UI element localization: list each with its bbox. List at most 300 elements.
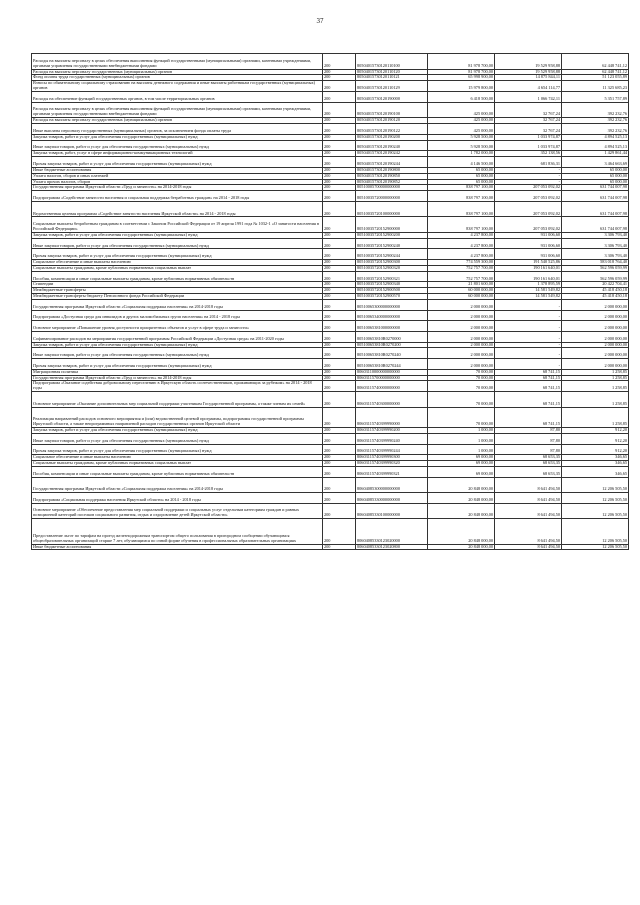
row-budget-code: 80504015730120190800 — [356, 167, 428, 173]
row-amount-3: 1 258,85 — [562, 369, 629, 375]
row-amount-1: 60 000 000,00 — [428, 294, 495, 300]
table-row — [32, 238, 629, 249]
row-amount-3: 12 206 505,50 — [562, 544, 629, 550]
row-amount-2: 207 053 092,02 — [495, 201, 562, 217]
table-row — [32, 294, 629, 300]
row-description: Ведомственная целевая программа «Содействие занятости населения Иркутской области» на 2014 - 2018 годы — [32, 201, 323, 217]
row-amount-2: 190 161 640,01 — [495, 265, 562, 271]
table-row — [32, 331, 629, 342]
row-code-3: 200 — [323, 201, 356, 217]
row-amount-2: - — [495, 167, 562, 173]
table-row — [32, 191, 629, 202]
row-amount-1: 2 000 000,00 — [428, 331, 495, 342]
row-amount-2: 8 641 494,50 — [495, 493, 562, 504]
row-code-3: 200 — [323, 444, 356, 455]
row-amount-2: 931 006,60 — [495, 249, 562, 260]
row-code-3: 200 — [323, 544, 356, 550]
row-budget-code: 80504015730120190852 — [356, 179, 428, 185]
row-budget-code: 80510035720152900321 — [356, 271, 428, 282]
table-row — [32, 300, 629, 311]
row-description: Прочая закупка товаров, работ и услуг для обеспечения государственных (муниципальных) нужд — [32, 157, 323, 168]
row-budget-code: 80510065381000000000 — [356, 321, 428, 332]
row-code-3: 200 — [323, 81, 356, 92]
row-budget-code: 80510035720152900200 — [356, 232, 428, 238]
row-amount-1: 15 979 800,00 — [428, 81, 495, 92]
row-description: Иные закупки товаров, работ и услуг для обеспечения государственных (муниципальных) нужд — [32, 348, 323, 359]
row-budget-code: 80504015730120190242 — [356, 151, 428, 157]
row-budget-code: 80504015730120190122 — [356, 124, 428, 135]
row-amount-1: 21 801 600,00 — [428, 282, 495, 288]
row-description: Социальные выплаты безработным гражданам в соответствии с Законом Российской Федерации от 19 апреля 1991 года № 1032-1 «О занятости населения в Российской Федерации» — [32, 217, 323, 233]
row-code-3: 200 — [323, 359, 356, 370]
row-budget-code: 80510035720000000000 — [356, 191, 428, 202]
row-budget-code: 805100653810R0270200 — [356, 342, 428, 348]
row-description: Уплата налогов, сборов и иных платежей — [32, 173, 323, 179]
table-row — [32, 157, 629, 168]
row-description: Социальные выплаты гражданам, кроме публичных нормативных социальных выплат — [32, 265, 323, 271]
row-code-3: 200 — [323, 310, 356, 321]
table-row — [32, 81, 629, 92]
row-description: Расходы на выплаты персоналу в целях обеспечения выполнения функций государственными (муниципальными) органами, казенными учреждениями, органами управления государственными внебюджетными фондами — [32, 54, 323, 70]
row-amount-3: 20 422 704,41 — [562, 282, 629, 288]
row-description: Расходы на обеспечение функций государственных органов, в том числе территориальных органов — [32, 92, 323, 103]
row-amount-3: 562 596 059,99 — [562, 265, 629, 271]
row-amount-1: 4 237 800,00 — [428, 238, 495, 249]
row-description: Закупка товаров, работ, услуг в сфере информационно-коммуникационных технологий — [32, 151, 323, 157]
row-description: Миграционная политика — [32, 369, 323, 375]
row-description: Иные выплаты персоналу государственных (муниципальных) органов, за исключением фонда оплаты труда — [32, 124, 323, 135]
row-amount-2: - — [495, 173, 562, 179]
row-amount-1: 1 000,00 — [428, 434, 495, 445]
page-number: 37 — [316, 17, 324, 25]
row-code-3: 200 — [323, 140, 356, 151]
row-amount-2: 931 006,60 — [495, 232, 562, 238]
row-amount-3: 2 000 000,00 — [562, 348, 629, 359]
row-amount-3: 11 325 685,23 — [562, 81, 629, 92]
row-amount-2: 87,80 — [495, 428, 562, 434]
row-description: Закупка товаров, работ и услуг для обеспечения государственных (муниципальных) нужд — [32, 342, 323, 348]
row-amount-1: 774 559 300,00 — [428, 260, 495, 266]
row-amount-3: 912,20 — [562, 428, 629, 434]
row-amount-1: 65 000,00 — [428, 173, 495, 179]
row-description: Иные закупки товаров, работ и услуг для обеспечения государственных (муниципальных) нужд — [32, 140, 323, 151]
row-budget-code: 80504015730120190200 — [356, 134, 428, 140]
table-row — [32, 310, 629, 321]
row-amount-1: 65 000,00 — [428, 179, 495, 185]
row-amount-3: 62 448 741,12 — [562, 54, 629, 70]
table-row — [32, 271, 629, 282]
table-row — [32, 265, 629, 271]
table-row — [32, 102, 629, 118]
row-amount-2: 1 033 974,87 — [495, 134, 562, 140]
row-amount-3: 2 000 000,00 — [562, 300, 629, 311]
row-amount-2: 8 641 494,50 — [495, 519, 562, 544]
row-amount-1: 752 757 700,00 — [428, 271, 495, 282]
row-budget-code: 80510035720152900244 — [356, 249, 428, 260]
row-amount-2: 8 641 494,50 — [495, 503, 562, 519]
row-code-3: 200 — [323, 232, 356, 238]
row-amount-2: 19 529 958,88 — [495, 54, 562, 70]
row-amount-3: 392 232,76 — [562, 124, 629, 135]
row-amount-1: 4 146 500,00 — [428, 157, 495, 168]
row-amount-1: 5 928 500,00 — [428, 140, 495, 151]
row-amount-1: 70 000,00 — [428, 392, 495, 408]
row-amount-3: 631 744 007,98 — [562, 185, 629, 191]
row-amount-2: 931 006,60 — [495, 238, 562, 249]
row-amount-1: 5 928 500,00 — [428, 134, 495, 140]
row-amount-1: 2 000 000,00 — [428, 348, 495, 359]
row-code-3: 200 — [323, 124, 356, 135]
row-budget-code: 80603115740399990200 — [356, 428, 428, 434]
table-row — [32, 434, 629, 445]
row-code-3: 200 — [323, 102, 356, 118]
row-description: Фонд оплаты труда государственных (муниципальных) органов — [32, 75, 323, 81]
row-amount-1: 4 237 800,00 — [428, 249, 495, 260]
row-budget-code: 80504015730120190240 — [356, 140, 428, 151]
row-amount-1: 70 000,00 — [428, 375, 495, 381]
table-row — [32, 75, 629, 81]
row-code-3: 200 — [323, 392, 356, 408]
row-amount-3: 12 206 505,50 — [562, 477, 629, 493]
row-amount-3: 2 000 000,00 — [562, 359, 629, 370]
row-code-3: 200 — [323, 167, 356, 173]
row-description: Государственная программа Иркутской области «Труд и занятость» на 2014-2018 годы — [32, 185, 323, 191]
row-amount-3: 3 306 793,40 — [562, 232, 629, 238]
row-budget-code: 80510005700000000000 — [356, 185, 428, 191]
row-amount-3: 912,20 — [562, 444, 629, 455]
row-budget-code: 80603115740399990300 — [356, 455, 428, 461]
row-amount-1: 1 000,00 — [428, 428, 495, 434]
row-amount-3: 912,20 — [562, 434, 629, 445]
row-amount-1: 1 000,00 — [428, 444, 495, 455]
row-amount-3: 4 894 525,13 — [562, 134, 629, 140]
row-description: Основное мероприятие «Повышение уровня доступности приоритетных объектов и услуг в сфере труда и занятости» — [32, 321, 323, 332]
row-amount-2: 14 875 844,11 — [495, 75, 562, 81]
row-amount-2: 207 053 092,02 — [495, 217, 562, 233]
row-budget-code: 80504015730120190850 — [356, 173, 428, 179]
row-description: Социальные выплаты гражданам, кроме публичных нормативных социальных выплат — [32, 461, 323, 467]
row-amount-2: - — [495, 348, 562, 359]
row-code-3: 200 — [323, 493, 356, 504]
row-budget-code: 80604085330100000000 — [356, 503, 428, 519]
row-amount-2: 87,80 — [495, 434, 562, 445]
row-code-3: 200 — [323, 294, 356, 300]
row-amount-3: 631 744 007,98 — [562, 201, 629, 217]
row-amount-2: 1 066 742,11 — [495, 92, 562, 103]
row-amount-3: 1 429 861,44 — [562, 151, 629, 157]
table-row — [32, 381, 629, 392]
row-code-3: 200 — [323, 300, 356, 311]
table-row — [32, 359, 629, 370]
row-amount-2: 191 540 525,86 — [495, 260, 562, 266]
row-description: Государственная программа Иркутской области «Социальная поддержка населения» на 2014-2018 годы — [32, 300, 323, 311]
row-code-3: 200 — [323, 157, 356, 168]
row-amount-2: 190 161 640,01 — [495, 271, 562, 282]
row-code-3: 200 — [323, 375, 356, 381]
row-description: Взносы по обязательному социальному страхованию на выплаты денежного содержания и иные выплаты работникам государственных (муниципальных) органов — [32, 81, 323, 92]
row-amount-3: 631 744 007,98 — [562, 191, 629, 202]
row-code-3: 200 — [323, 217, 356, 233]
row-code-3: 200 — [323, 331, 356, 342]
row-amount-1: 752 757 700,00 — [428, 265, 495, 271]
row-amount-3: 346,65 — [562, 467, 629, 478]
row-amount-1: 20 848 000,00 — [428, 477, 495, 493]
table-row — [32, 477, 629, 493]
row-amount-1: 69 000,00 — [428, 467, 495, 478]
row-code-3: 200 — [323, 519, 356, 544]
row-description: Закупка товаров, работ и услуг для обеспечения государственных (муниципальных) нужд — [32, 232, 323, 238]
row-description: Пособия, компенсации и иные социальные выплаты гражданам, кроме публичных нормативных обязательств — [32, 467, 323, 478]
row-budget-code: 80510035720152900500 — [356, 288, 428, 294]
row-amount-1: 2 000 000,00 — [428, 321, 495, 332]
row-code-3: 200 — [323, 428, 356, 434]
row-amount-1: 838 797 100,00 — [428, 191, 495, 202]
row-amount-1: 81 978 700,00 — [428, 69, 495, 75]
row-code-3: 200 — [323, 179, 356, 185]
row-amount-3: 12 206 505,50 — [562, 503, 629, 519]
row-description: Социальное обеспечение и иные выплаты населению — [32, 455, 323, 461]
table-row — [32, 260, 629, 266]
row-amount-2: 14 581 549,82 — [495, 294, 562, 300]
row-amount-1: 2 000 000,00 — [428, 359, 495, 370]
row-budget-code: 80504015730120190244 — [356, 157, 428, 168]
row-code-3: 200 — [323, 342, 356, 348]
row-amount-3: 583 018 764,40 — [562, 260, 629, 266]
row-description: Иные бюджетные ассигнования — [32, 167, 323, 173]
row-description: Государственная программа Иркутской области «Социальная поддержка населения» на 2014-2018 годы — [32, 477, 323, 493]
table-row — [32, 134, 629, 140]
row-budget-code: 80510035720152900300 — [356, 260, 428, 266]
row-amount-2: 68 741,15 — [495, 375, 562, 381]
row-amount-1: 6 418 500,00 — [428, 92, 495, 103]
row-amount-3: 2 000 000,00 — [562, 331, 629, 342]
row-code-3: 200 — [323, 434, 356, 445]
row-code-3: 200 — [323, 173, 356, 179]
row-code-3: 200 — [323, 321, 356, 332]
row-amount-3: 562 596 059,99 — [562, 271, 629, 282]
row-amount-2: 32 767,24 — [495, 124, 562, 135]
row-code-3: 200 — [323, 288, 356, 294]
row-budget-code: 80603115740000000000 — [356, 381, 428, 392]
row-amount-2: 8 641 494,50 — [495, 544, 562, 550]
row-amount-1: 838 797 100,00 — [428, 217, 495, 233]
row-amount-3: 45 418 450,18 — [562, 288, 629, 294]
row-code-3: 200 — [323, 477, 356, 493]
row-budget-code: 80603115740399990320 — [356, 461, 428, 467]
row-budget-code: 80603115740399990240 — [356, 434, 428, 445]
row-budget-code: 80604085300000000000 — [356, 477, 428, 493]
row-amount-3: 1 258,85 — [562, 392, 629, 408]
row-amount-1: 65 998 900,00 — [428, 75, 495, 81]
row-description: Расходы на выплаты персоналу государственных (муниципальных) органов — [32, 69, 323, 75]
row-amount-2: 68 741,15 — [495, 407, 562, 427]
row-code-3: 200 — [323, 348, 356, 359]
row-amount-2: 352 138,56 — [495, 151, 562, 157]
row-amount-2: 32 767,24 — [495, 102, 562, 118]
row-budget-code: 80504015730120190100 — [356, 102, 428, 118]
table-row — [32, 467, 629, 478]
row-amount-2: 87,80 — [495, 444, 562, 455]
row-code-3: 200 — [323, 381, 356, 392]
table-row — [32, 140, 629, 151]
table-row — [32, 217, 629, 233]
row-budget-code: 80603110000000000000 — [356, 369, 428, 375]
row-amount-2: 68 653,35 — [495, 455, 562, 461]
row-amount-1: 4 237 800,00 — [428, 232, 495, 238]
row-budget-code: 80510035720152900320 — [356, 265, 428, 271]
table-row — [32, 249, 629, 260]
row-amount-3: 45 418 450,18 — [562, 294, 629, 300]
row-amount-1: 838 797 100,00 — [428, 201, 495, 217]
row-amount-2: 207 053 092,02 — [495, 191, 562, 202]
row-amount-2: - — [495, 310, 562, 321]
row-amount-2: 68 653,35 — [495, 461, 562, 467]
budget-table — [31, 53, 629, 550]
row-amount-1: 2 000 000,00 — [428, 300, 495, 311]
row-code-3: 200 — [323, 238, 356, 249]
row-amount-1: 2 000 000,00 — [428, 342, 495, 348]
row-budget-code: 80510065340000000000 — [356, 310, 428, 321]
row-amount-2: 1 033 974,87 — [495, 140, 562, 151]
row-description: Межбюджетные трансферты бюджету Пенсионного фонда Российской Федерации — [32, 294, 323, 300]
row-amount-3: 1 258,85 — [562, 375, 629, 381]
table-row — [32, 124, 629, 135]
row-amount-3: 3 464 663,69 — [562, 157, 629, 168]
row-amount-3: 62 448 741,12 — [562, 69, 629, 75]
row-description: Закупка товаров, работ и услуг для обеспечения государственных (муниципальных) нужд — [32, 428, 323, 434]
row-budget-code: 805100653810R0270240 — [356, 348, 428, 359]
row-amount-1: 1 782 000,00 — [428, 151, 495, 157]
row-code-3: 200 — [323, 265, 356, 271]
row-amount-1: 20 848 000,00 — [428, 544, 495, 550]
row-description: Межбюджетные трансферты — [32, 288, 323, 294]
row-amount-3: 12 206 505,50 — [562, 493, 629, 504]
row-amount-1: 20 848 000,00 — [428, 493, 495, 504]
row-amount-2: - — [495, 331, 562, 342]
row-budget-code: 80510035720152900240 — [356, 238, 428, 249]
budget-table-body — [32, 54, 629, 550]
row-code-3: 200 — [323, 134, 356, 140]
row-description: Пособия, компенсации и иные социальные выплаты гражданам, кроме публичных нормативных обязательств — [32, 271, 323, 282]
table-row — [32, 69, 629, 75]
row-description: Стипендии — [32, 282, 323, 288]
row-description: Уплата прочих налогов, сборов — [32, 179, 323, 185]
row-amount-2: 14 581 549,82 — [495, 288, 562, 294]
row-amount-1: 20 848 000,00 — [428, 503, 495, 519]
row-amount-3: 392 232,76 — [562, 102, 629, 118]
table-row — [32, 444, 629, 455]
row-budget-code: 80510035720100000000 — [356, 201, 428, 217]
row-amount-1: 2 000 000,00 — [428, 310, 495, 321]
row-budget-code: 80603115700000000000 — [356, 375, 428, 381]
row-description: Прочая закупка товаров, работ и услуг для обеспечения государственных (муниципальных) нужд — [32, 249, 323, 260]
row-code-3: 200 — [323, 461, 356, 467]
row-description: Подпрограмма «Содействие занятости населения и социальная поддержка безработных граждан» на 2014 - 2018 годы — [32, 191, 323, 202]
row-budget-code: 80603115740399990244 — [356, 444, 428, 455]
row-code-3: 200 — [323, 260, 356, 266]
row-amount-3: 2 000 000,00 — [562, 342, 629, 348]
row-amount-1: 70 000,00 — [428, 407, 495, 427]
row-amount-2: 68 741,15 — [495, 381, 562, 392]
row-amount-3: 346,65 — [562, 455, 629, 461]
table-row — [32, 392, 629, 408]
row-budget-code: 80504015730120110121 — [356, 75, 428, 81]
row-code-3: 200 — [323, 185, 356, 191]
row-code-3: 200 — [323, 151, 356, 157]
row-code-3: 200 — [323, 54, 356, 70]
table-row — [32, 92, 629, 103]
row-code-3: 200 — [323, 249, 356, 260]
row-code-3: 200 — [323, 191, 356, 202]
row-amount-3: 1 258,85 — [562, 381, 629, 392]
row-description: Основное мероприятие «Оказание дополнительных мер социальной поддержки участникам Государственной программы, а также членам их семей» — [32, 392, 323, 408]
row-description: Софинансирование расходов на мероприятия государственной программы Российской Федерации «Доступная среда» на 2011-2020 годы — [32, 331, 323, 342]
row-amount-3: 346,65 — [562, 461, 629, 467]
row-amount-2: 8 641 494,50 — [495, 477, 562, 493]
row-code-3: 200 — [323, 92, 356, 103]
table-row — [32, 201, 629, 217]
row-budget-code: 80504015730120110120 — [356, 69, 428, 75]
row-budget-code: 80504015730120110129 — [356, 81, 428, 92]
row-amount-2: - — [495, 359, 562, 370]
row-budget-code: 805100653810R0270244 — [356, 359, 428, 370]
row-code-3: 200 — [323, 271, 356, 282]
row-description: Подпрограмма «Социальная поддержка населения Иркутской области» на 2014 - 2018 годы — [32, 493, 323, 504]
row-budget-code: 80504015730120190000 — [356, 92, 428, 103]
row-amount-2: 1 378 895,59 — [495, 282, 562, 288]
row-amount-2: 68 741,15 — [495, 392, 562, 408]
row-amount-3: 2 000 000,00 — [562, 321, 629, 332]
row-amount-1: 69 000,00 — [428, 461, 495, 467]
row-amount-1: 425 000,00 — [428, 124, 495, 135]
row-amount-3: 1 258,85 — [562, 407, 629, 427]
row-amount-3: 51 123 055,89 — [562, 75, 629, 81]
row-amount-2: 4 654 114,77 — [495, 81, 562, 92]
row-budget-code: 80510065300000000000 — [356, 300, 428, 311]
row-amount-3: 2 000 000,00 — [562, 310, 629, 321]
row-budget-code: 80604085330123020000 — [356, 519, 428, 544]
table-row — [32, 54, 629, 70]
row-description: Реализация направлений расходов основного мероприятия и (или) ведомственной целевой программы, подпрограммы государственной программы Иркутской области, а также непрограммных направлений расходов государственных органов Иркутской области — [32, 407, 323, 427]
row-amount-1: 425 000,00 — [428, 102, 495, 118]
row-amount-3: 4 894 525,13 — [562, 140, 629, 151]
row-budget-code: 80603115740399990321 — [356, 467, 428, 478]
row-description: Предоставление льгот по тарифам на проезд железнодорожным транспортом общего пользования в пригородном сообщении обучающимся общеобразовательных организаций старше 7 лет, обучающимся по очной форме обучения в профессиональных образовательных организациях — [32, 519, 323, 544]
row-code-3: 200 — [323, 69, 356, 75]
row-description: Подпрограмма «Доступная среда для инвалидов и других маломобильных групп населения» на 2014 - 2018 годы — [32, 310, 323, 321]
row-amount-1: 70 000,00 — [428, 381, 495, 392]
row-amount-2: 68 653,35 — [495, 467, 562, 478]
row-code-3: 200 — [323, 282, 356, 288]
row-amount-2: 681 836,31 — [495, 157, 562, 168]
table-row — [32, 519, 629, 544]
table-row — [32, 321, 629, 332]
table-row — [32, 185, 629, 191]
row-budget-code: 805100653810R0270000 — [356, 331, 428, 342]
row-amount-3: 3 306 793,40 — [562, 249, 629, 260]
row-amount-2: 32 767,24 — [495, 118, 562, 124]
row-description: Расходы на выплаты персоналу в целях обеспечения выполнения функций государственными (муниципальными) органами, казенными учреждениями, органами управления государственными внебюджетными фондами — [32, 102, 323, 118]
row-amount-3: 3 306 793,40 — [562, 238, 629, 249]
row-budget-code: 80510035720152900570 — [356, 294, 428, 300]
table-row — [32, 348, 629, 359]
table-row — [32, 493, 629, 504]
row-amount-3: 5 351 757,89 — [562, 92, 629, 103]
row-amount-2: 68 741,15 — [495, 369, 562, 375]
row-amount-3: 631 744 007,98 — [562, 217, 629, 233]
row-amount-2: 207 053 092,02 — [495, 185, 562, 191]
row-amount-1: 20 848 000,00 — [428, 519, 495, 544]
